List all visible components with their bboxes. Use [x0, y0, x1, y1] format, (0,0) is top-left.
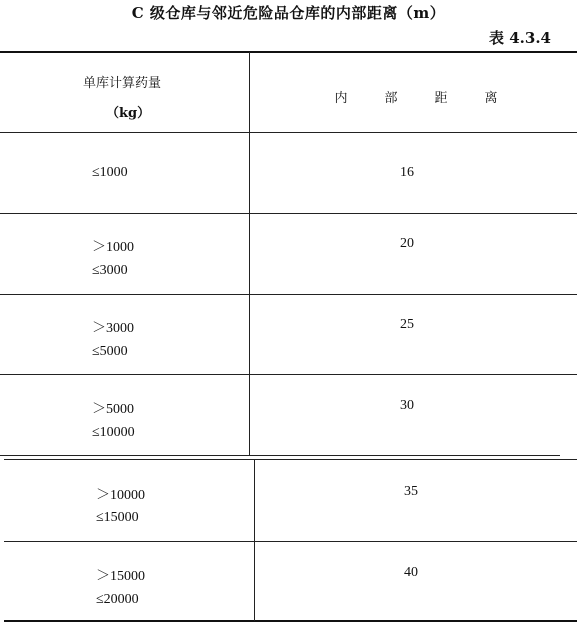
row-divider — [0, 294, 577, 295]
row-divider — [0, 213, 577, 214]
header-distance-label — [316, 87, 516, 106]
distance-cell: 25 — [400, 317, 414, 332]
row-divider — [0, 132, 577, 133]
quantity-range-cell: ＞5000 — [92, 402, 134, 417]
quantity-range-cell: ≤5000 — [92, 344, 128, 359]
distance-cell: 40 — [404, 565, 418, 580]
table-top-border — [0, 51, 577, 53]
quantity-range-cell: ≤20000 — [96, 592, 139, 607]
row-divider — [0, 455, 560, 456]
table-title: C 级仓库与邻近危险品仓库的内部距离（m） — [131, 4, 446, 22]
quantity-range-cell: ≤10000 — [92, 425, 135, 440]
column-divider — [249, 52, 250, 456]
row-divider — [4, 541, 577, 542]
quantity-range-cell: ≤3000 — [92, 263, 128, 278]
table-number: 表 4.3.4 — [489, 29, 551, 47]
row-divider — [0, 374, 577, 375]
table-bottom-border — [4, 620, 577, 622]
column-divider — [254, 460, 255, 621]
distance-cell: 16 — [400, 165, 414, 180]
header-distance-char: 部 — [384, 91, 398, 106]
quantity-range-cell: ≤1000 — [92, 165, 128, 180]
distance-cell: 35 — [404, 484, 418, 499]
distance-cell: 30 — [400, 398, 414, 413]
header-distance-char: 距 — [434, 91, 448, 106]
quantity-range-cell: ＞10000 — [96, 488, 145, 503]
quantity-range-cell: ＞15000 — [96, 569, 145, 584]
quantity-range-cell: ≤15000 — [96, 510, 139, 525]
header-distance-char: 内 — [334, 91, 348, 106]
header-unit-label: （kg） — [106, 106, 151, 121]
row-divider — [4, 459, 577, 460]
quantity-range-cell: ＞1000 — [92, 240, 134, 255]
distance-cell: 20 — [400, 236, 414, 251]
header-quantity-label: 单库计算药量 — [83, 76, 162, 91]
header-distance-char: 离 — [484, 91, 498, 106]
quantity-range-cell: ＞3000 — [92, 321, 134, 336]
